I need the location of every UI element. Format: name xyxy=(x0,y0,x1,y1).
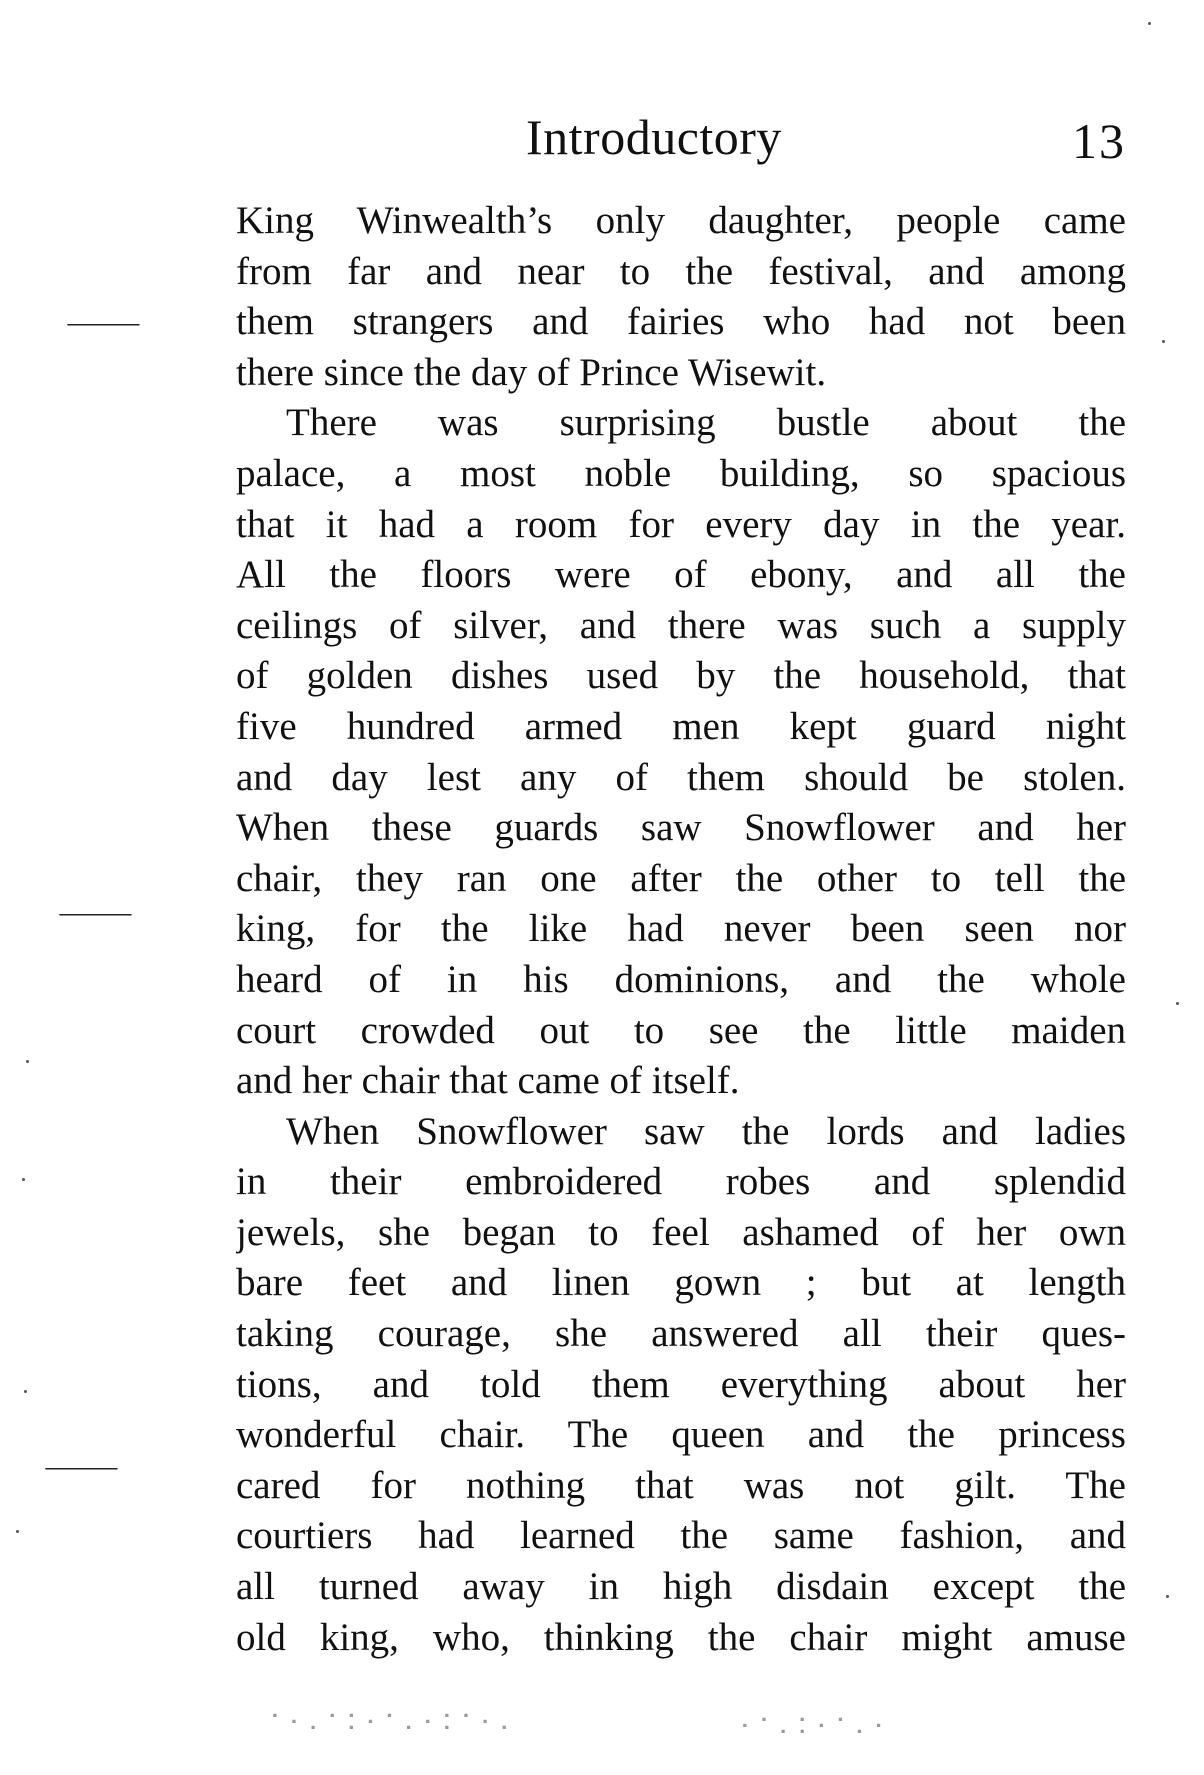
text-line: bare feet and linen gown ; but at length xyxy=(236,1261,1126,1305)
dust-speck xyxy=(26,1060,29,1063)
text-line: and day lest any of them should be stolen. xyxy=(236,755,1126,799)
dust-speck xyxy=(1176,1002,1179,1005)
text-line: King Winwealth’s only daughter, people came xyxy=(236,199,1126,242)
dust-speck xyxy=(16,1530,19,1533)
scan-noise: ⠂⠁⠄⠅⠂⠁⠄⠂ xyxy=(740,1716,893,1741)
text-line: court crowded out to see the little maiden xyxy=(236,1008,1126,1052)
body-text xyxy=(236,196,1126,1663)
running-title: Introductory xyxy=(526,109,782,165)
text-line: taking courage, she answered all their ques- xyxy=(236,1312,1126,1356)
text-line: chair, they ran one after the other to tell the xyxy=(236,856,1126,900)
text-line: heard of in his dominions, and the whole xyxy=(236,957,1126,1001)
text-line: All the floors were of ebony, and all the xyxy=(236,553,1126,597)
text-line: them strangers and fairies who had not been xyxy=(236,300,1126,344)
dust-speck xyxy=(1148,22,1151,25)
text-line: of golden dishes used by the household, that xyxy=(236,654,1126,698)
text-line: tions, and told them everything about her xyxy=(236,1362,1126,1406)
text-line: jewels, she began to feel ashamed of her own xyxy=(236,1210,1126,1254)
text-line: There was surprising bustle about the xyxy=(286,401,1126,445)
paragraph-1 xyxy=(236,196,1126,398)
text-line: wonderful chair. The queen and the princess xyxy=(236,1413,1126,1457)
margin-smudge: ⸻ xyxy=(44,1451,119,1484)
text-line: and her chair that came of itself. xyxy=(236,1059,740,1103)
paragraph-3 xyxy=(236,1107,1126,1664)
text-line: five hundred armed men kept guard night xyxy=(236,704,1126,748)
scan-noise: ⠁⠂⠄⠁⠅⠂⠁⠄⠂⠅⠁⠂⠄ xyxy=(270,1712,519,1737)
text-line: cared for nothing that was not gilt. The xyxy=(236,1463,1126,1507)
dust-speck xyxy=(24,1390,27,1393)
running-head xyxy=(236,108,1126,178)
text-line: old king, who, thinking the chair might amuse xyxy=(236,1615,1126,1659)
dust-speck xyxy=(22,1178,25,1181)
text-line: palace, a most noble building, so spacious xyxy=(236,451,1126,495)
page-number: 13 xyxy=(1072,113,1126,169)
text-line: from far and near to the festival, and among xyxy=(236,249,1126,293)
text-line: courtiers had learned the same fashion, and xyxy=(236,1514,1126,1558)
paragraph-2 xyxy=(236,398,1126,1106)
margin-smudge: ⸻ xyxy=(66,307,141,340)
dust-speck xyxy=(1162,340,1165,343)
dust-speck xyxy=(1166,1595,1169,1598)
text-line: all turned away in high disdain except the xyxy=(236,1565,1126,1609)
text-line: ceilings of silver, and there was such a supply xyxy=(236,603,1126,647)
text-line: that it had a room for every day in the year. xyxy=(236,502,1126,546)
text-line: there since the day of Prince Wisewit. xyxy=(236,350,827,394)
text-line: When these guards saw Snowflower and her xyxy=(236,806,1126,850)
text-line: in their embroidered robes and splendid xyxy=(236,1160,1126,1204)
text-line: When Snowflower saw the lords and ladies xyxy=(286,1109,1126,1153)
margin-smudge: ⸻ xyxy=(58,897,133,930)
text-line: king, for the like had never been seen nor xyxy=(236,907,1126,951)
